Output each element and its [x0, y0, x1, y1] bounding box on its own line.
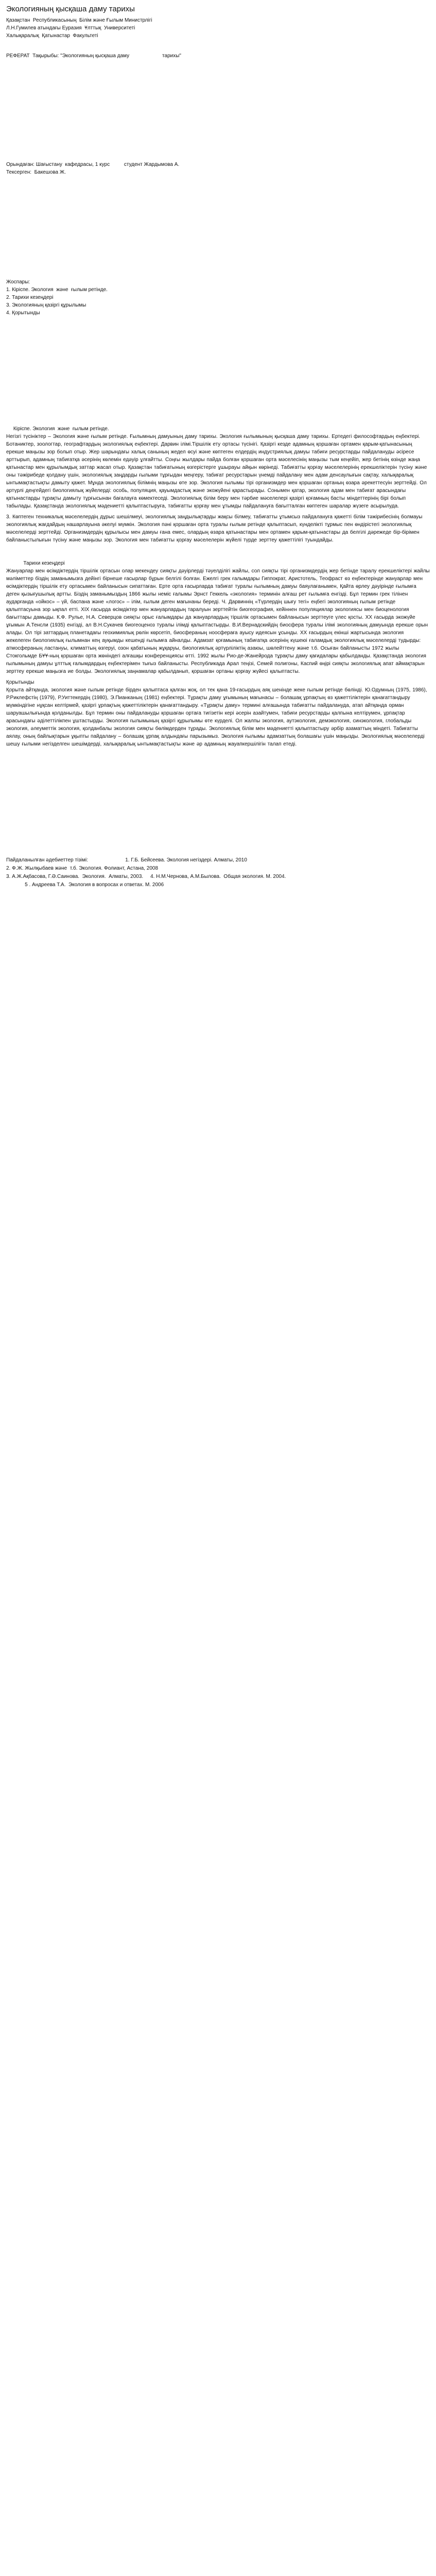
toc-item: 1. Кіріспе. Экология және ғылым ретінде. [6, 286, 108, 293]
referat-topic: РЕФЕРАТ Тақырыбы: "Экологияның қысқаша даму тарихы" [6, 53, 181, 59]
ministry-line: Қазақстан Республикасының Білім және Ғылым Министрлігі [6, 17, 152, 23]
authors-block [6, 161, 430, 176]
document-title: Экологияның қысқаша даму тарихы [6, 5, 135, 13]
paragraph: Қорыта айтқанда, экология және ғылым ретінде бірден қалыптаса қалған жоқ, ол тек қана 19-ғасырдың аяқ шенінде жеке ғылым ретінде бөлінді. Ю.Одумның (1975, 1986), Р.Риклефстің (1979), Р.Уиттекердің (1980), Э.Пианканың (1981) еңбектері. Тұрақты даму ұғымының мағынасы – болашақ ұрпақтың өз қажеттіліктерін қанағаттандыру мүмкіндігіне нұқсан келтірмей, қазіргі ұрпақтың қажеттіліктерін қанағаттандыру. «Тұрақты даму» термині алғашында табиғатты пайдалануда, атап айтқанда орман шаруашылығында қолданылды. Бұл термин оны пайдалануды қоршаған ортаға тигізетін кері әсерін азайтумен, табиғи ресурстарды қалпына келтірумен, ұрпақтар арасындағы әділеттілікпен ұштастырды. Экология ғылымының қазіргі құрылымы өте күрделі. Ол жалпы экология, аутэкология, демэкология, синэкология, глобальды экология, әлеуметтік экология, қолданбалы экология сияқты бөлімдерден тұрады. Экологиялық білім мен мәдениетті қалыптастыру әрбір азаматтың міндеті. Табиғатты аялау, оның байлықтарын ұқыпты пайдалану – болашақ ұрпақ алдындағы парызымыз. Экология ғылымы адамзаттың болашағы үшін маңызды. Экологиялық мәселелерді шешу ғылыми негізделген шешімдерді, халықаралық ынтымақтастықты және әр адамның жауапкершілігін талап етеді. [6, 687, 427, 747]
faculty-line: Халықаралық Қатынастар Факультеті [6, 32, 98, 39]
paragraph: 3. Көптеген техникалық мәселелердің дұрыс шешілмеуі, экологиялық заңдылықтарды жақсы білмеу, табиғатты ұтымсыз пайдалануға қажетті білім тәжірибесінің болмауы экологиялық жағдайдың нашарлауына әкелуі мүмкін. Экология пәні қоршаған орта туралы ғылым ретінде қалыптасып, күнделікті тұрмыс пен өндірістегі экологиялық мәселелерді зерттейді. Организмдердің құрылысы мен дамуы ғана емес, олардың өзара қатынастары мен ортамен қарым-қатынастары да белгілі дәрежеде бір-бірімен байланыстылығын түсіну және маңызы зор. Экология мен табиғатты қорғау мәселелерін жүйелі түрде зерттеу қажеттілігі туындайды. [6, 514, 423, 543]
reference-item: 2. Ф.Ж. Жылқыбаев және т.б. Экология. Фолиант, Астана, 2008 [6, 865, 159, 871]
reference-item: 3. А.Ж.Ақбасова, Г.Ә.Саинова. Экология. Алматы, 2003. 4. Н.М.Чернова, А.М.Былова. Общая экология. М. 2004. [6, 873, 286, 879]
references-heading: Пайдаланылған әдебиеттер тізімі: 1. Г.Б. Бейсеева. Экология негіздері. Алматы, 2010 [6, 857, 247, 863]
reviewer-line: Тексерген: Бакешова Ж. [6, 169, 66, 175]
section-history [6, 560, 430, 675]
reference-item: 5 . Андреева Т.А. Экология в вопросах и ответах. М. 2006 [6, 882, 164, 888]
section-introduction [6, 425, 430, 544]
paragraph: Негізгі түсініктер – Экология және ғылым ретінде. Ғылымның дамуының даму тарихы. Экология ғылымының қысқаша даму тарихы. Ертедегі философтардың еңбектері. Ботаниктер, зоологтар, географтардың экологиялық еңбектері. Дарвин ілімі.Тіршілік ету ортасы түсінігі. Қазіргі кезде адамның қоршаған ортамен қарым-қатынасының ерекше маңызы зор болып отыр. Жер шарындағы халық санының жедел өсуі және көптеген елдердің индустриялық дамуы табиғи ресурстарды пайдалануды әсіресе арттырып, адамның табиғатқа әсерінің көлемін едәуір ұлғайтты. Соңғы жылдары пайда болған қоршаған орта мәселесінің маңызы тым кеңейіп, жер бетінің өзінде жаңа қатынастар мен құрылымдық заттар жасап отыр. Қазақстан табиғатының өзгерістерге ұшырауы айқын көрінеді. Табиғатты қорғау мәселелерінің ерекшеліктерін түсіну және оны тәжірибеде қолдану үшін, экологиялық заңдарды ғылыми тұрғыдан меңгеру, табиғат ресурстарын үнемді пайдалану мен адам денсаулығын сақтау, халықаралық ынтымақтастықты дамыту қажет. Мұнда экологиялық білімнің маңызы өте зор. Экология ғылымы тірі организмдер мен қоршаған ортаның өзара әрекеттесуін зерттейді. Ол әртүрлі деңгейдегі биологиялық жүйелерді: особь, популяция, қауымдастық және экожүйені қарастырады. Сонымен қатар, экология адам мен табиғат арасындағы қатынастарды тұрақты дамыту тұрғысынан бағалауға көмектеседі. Экологиялық білім беру мен тәрбие мәселелері қазіргі қоғамның басты міндеттерінің бірі болып табылады. Қазақстанда экологиялық мәдениетті қалыптастыруға, табиғатты қорғау мен ұтымды пайдалануға бағытталған көптеген шаралар жүзеге асырылуда. [6, 433, 427, 509]
section-heading: Тарихи кезеңдері [6, 560, 65, 566]
section-heading: Кіріспе. Экология және ғылым ретінде. [6, 426, 109, 432]
toc-item: 3. Экологияның қазіргі құрылымы [6, 302, 86, 308]
toc-item: 2. Тарихи кезеңдері [6, 294, 54, 300]
table-of-contents [6, 278, 430, 317]
document-page [0, 0, 436, 889]
toc-heading: Жоспары: [6, 279, 30, 285]
institution-header [6, 16, 430, 40]
toc-item: 4. Қорытынды [6, 310, 40, 316]
paragraph: Жануарлар мен өсімдіктердің тіршілік ортасын олар мекендеу сияқты дәуірлерді тәуелділігі жайлы, сол сияқты тірі организмдердің жер бетінде таралу ерекшеліктері жайлы мәліметтер біздің заманымызға дейінгі бірнеше ғасырлар бұрын белгілі болған. Ежелгі грек ғалымдары Гиппократ, Аристотель, Теофраст өз еңбектерінде жануарлар мен өсімдіктердің тіршілік ету ортасымен байланысын сипаттаған. Ерте орта ғасырларда табиғат туралы ғылымның дамуы баяулағанымен, Қайта өрлеу дәуірінде ғылымға деген қызығушылық артты. Біздің заманымыздың 1866 жылы неміс ғалымы Эрнст Геккель «экология» терминін алғаш рет ғылымға енгізді. Бұл термин грек тілінен аударғанда «ойкос» – үй, баспана және «логос» – ілім, ғылым деген мағынаны береді. Ч. Дарвиннің «Түрлердің шығу тегі» еңбегі экологияның ғылым ретінде қалыптасуына зор ықпал етті. ХІХ ғасырда өсімдіктер мен жануарлардың таралуын зерттейтін биогеография, кейіннен популяциялар экологиясы мен биоценология бағыттары дамыды. К.Ф. Рулье, Н.А. Северцов сияқты орыс ғалымдары да жануарлардың тіршілік ортасымен байланысын зерттеуге үлес қосты. ХХ ғасырда экожүйе ұғымын А.Тенсли (1935) енгізді, ал В.Н.Сукачев биогеоценоз туралы ілімді қалыптастырды. В.И.Вернадскийдің биосфера туралы ілімі экологияның дамуында ерекше орын алады. Ол тірі заттардың планетадағы геохимиялық рөлін көрсетіп, биосфераның ноосфераға ауысу идеясын ұсынды. ХХ ғасырдың екінші жартысында экология жекелеген биологиялық ғылымнан кең ауқымды кешенді ғылымға айналды. Адамзат қоғамының табиғатқа әсерінің күшеюі ғаламдық экологиялық мәселелерді тудырды: атмосфераның ластануы, климаттың өзгеруі, озон қабатының жұқаруы, биологиялық әртүрліліктің азаюы, шөлейттену және т.б. Осыған байланысты 1972 жылы Стокгольмде БҰҰ-ның қоршаған орта жөніндегі алғашқы конференциясы өтті. 1992 жылы Рио-де-Жанейрода тұрақты даму қағидалары қабылданды. Қазақстанда экология ғылымының дамуы ұлттық ғалымдардың еңбектерімен тығыз байланысты. Республикада Арал теңізі, Семей полигоны, Каспий өңірі сияқты экологиялық апат аймақтарын зерттеу ерекше маңызға ие болды. Экологиялық заңнамалар қабылданып, қоршаған ортаны қорғау жүйесі қалыптасты. [6, 568, 430, 674]
references-block [6, 856, 430, 889]
section-heading: Қорытынды [6, 679, 34, 685]
section-conclusion [6, 679, 430, 748]
author-line: Орындаған: Шағыстану кафедрасы, 1 курс студент Жардымова А. [6, 161, 180, 167]
university-line: Л.Н.Гумилев атындағы Еуразия Ұлттық Университеті [6, 25, 135, 31]
